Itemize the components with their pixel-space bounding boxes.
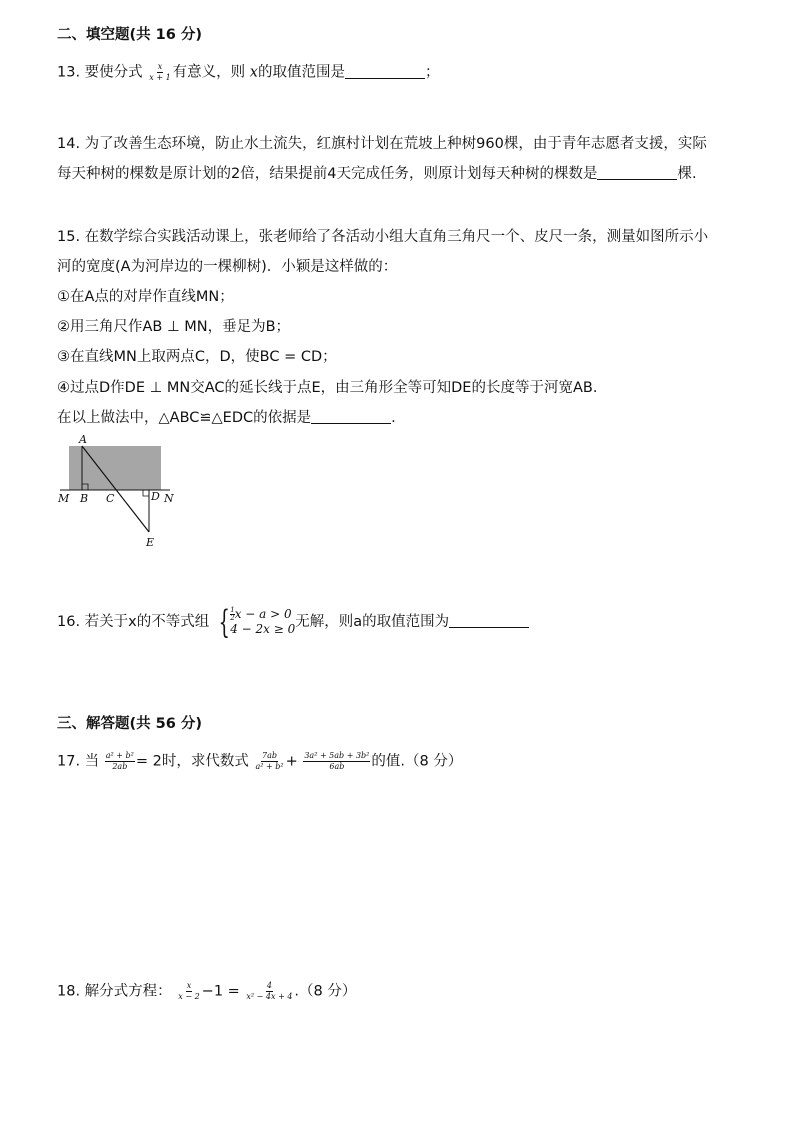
q14-line2-prefix: 每天种树的棵数是原计划的2倍，结果提前4天完成任务，则原计划每天种树的棵数是 <box>57 166 598 182</box>
q18-f2-den: x² − 4x + 4 <box>246 992 293 1001</box>
q17-suffix: 的值.（8 分） <box>371 753 463 770</box>
question-15-ask <box>57 408 396 428</box>
label-d: D <box>151 490 160 503</box>
q13-answer-blank[interactable] <box>345 64 425 79</box>
right-angle-d <box>143 490 149 496</box>
q17-f2-den: a² + b² <box>255 762 284 771</box>
q17-f1-den: 2ab <box>112 762 128 771</box>
section-title-answer: 三、解答题(共 56 分) <box>57 716 203 732</box>
q17-prefix: 17. 当 <box>57 753 100 770</box>
label-b: B <box>80 492 89 505</box>
q17-f1-num: a² + b² <box>105 751 134 760</box>
label-e: E <box>146 536 155 549</box>
q16-row1-text: x − a > 0 <box>234 607 292 621</box>
q17-plus: + <box>285 753 298 770</box>
q13-end: ； <box>424 64 440 81</box>
q18-prefix: 18. 解分式方程： <box>57 983 172 1000</box>
q18-f1-den: x − 2 <box>178 992 200 1001</box>
q18-f1-num: x <box>186 981 192 990</box>
section-title-fill-in: 二、填空题(共 16 分) <box>57 27 203 43</box>
label-a: A <box>79 433 87 446</box>
question-18 <box>57 981 356 1002</box>
q17-fraction-3 <box>303 751 370 772</box>
q13-mid: 有意义，则 <box>172 64 246 81</box>
q16-answer-blank[interactable] <box>449 613 529 628</box>
q16-row1 <box>230 607 295 622</box>
q13-suffix: 的取值范围是 <box>257 64 345 81</box>
q15-answer-blank[interactable] <box>311 409 391 424</box>
q14-line2-suffix: 棵. <box>677 166 697 182</box>
q17-f3-den: 6ab <box>329 762 345 771</box>
q18-mid: −1 = <box>201 983 240 1000</box>
river-region <box>69 446 161 490</box>
brace-icon: { <box>218 603 230 641</box>
label-c: C <box>106 492 115 505</box>
q17-eq: = 2时，求代数式 <box>135 753 249 770</box>
q16-suffix: 无解，则a的取值范围为 <box>295 614 450 630</box>
q18-fraction-1 <box>177 981 200 1002</box>
q18-suffix: .（8 分） <box>294 983 357 1000</box>
q18-f2-num: 4 <box>266 981 272 990</box>
q13-var: x <box>249 64 258 81</box>
question-14-line2 <box>57 164 697 184</box>
q17-fraction-2 <box>254 751 284 772</box>
q15-ask-prefix: 在以上做法中，△ABC≌△EDC的依据是 <box>57 410 312 426</box>
question-15-line2: 河的宽度(A为河岸边的一棵柳树)．小颖是这样做的： <box>57 259 398 275</box>
q13-prefix: 13. 要使分式 <box>57 64 143 81</box>
q17-f3-num: 3a² + 5ab + 3b² <box>304 751 370 760</box>
q18-fraction-2 <box>245 981 293 1002</box>
q14-answer-blank[interactable] <box>597 165 677 180</box>
question-14-line1: 14. 为了改善生态环境，防止水土流失，红旗村计划在荒坡上种树960棵，由于青年志愿者支援，实际 <box>57 136 707 152</box>
question-16 <box>57 603 529 641</box>
q17-f2-num: 7ab <box>262 751 277 760</box>
question-15-step1: ①在A点的对岸作直线MN； <box>57 289 234 305</box>
question-15-step3: ③在直线MN上取两点C，D，使BC = CD； <box>57 349 337 365</box>
q16-row2: 4 − 2x ≥ 0 <box>230 622 296 636</box>
q16-half-num: 1 <box>230 606 235 614</box>
label-n: N <box>164 492 174 505</box>
q13-fraction <box>148 62 171 83</box>
label-m: M <box>58 492 70 505</box>
q16-prefix: 16. 若关于x的不等式组 <box>57 614 210 630</box>
question-17 <box>57 751 462 772</box>
question-13 <box>57 62 439 83</box>
q17-fraction-1 <box>105 751 135 772</box>
question-15-line1: 15. 在数学综合实践活动课上，张老师给了各活动小组大直角三角尺一个、皮尺一条，测量如图所示小 <box>57 229 709 245</box>
question-15-step4: ④过点D作DE ⊥ MN交AC的延长线于点E，由三角形全等可知DE的长度等于河宽AB. <box>57 380 598 396</box>
river-width-figure <box>50 432 190 554</box>
q15-ask-suffix: . <box>391 410 396 426</box>
q16-inequality-system <box>214 603 296 641</box>
q13-frac-den: x + 1 <box>149 73 171 82</box>
q13-frac-num: x <box>157 62 163 71</box>
question-15-step2: ②用三角尺作AB ⊥ MN，垂足为B； <box>57 319 291 335</box>
q16-half-den: 2 <box>230 614 235 622</box>
